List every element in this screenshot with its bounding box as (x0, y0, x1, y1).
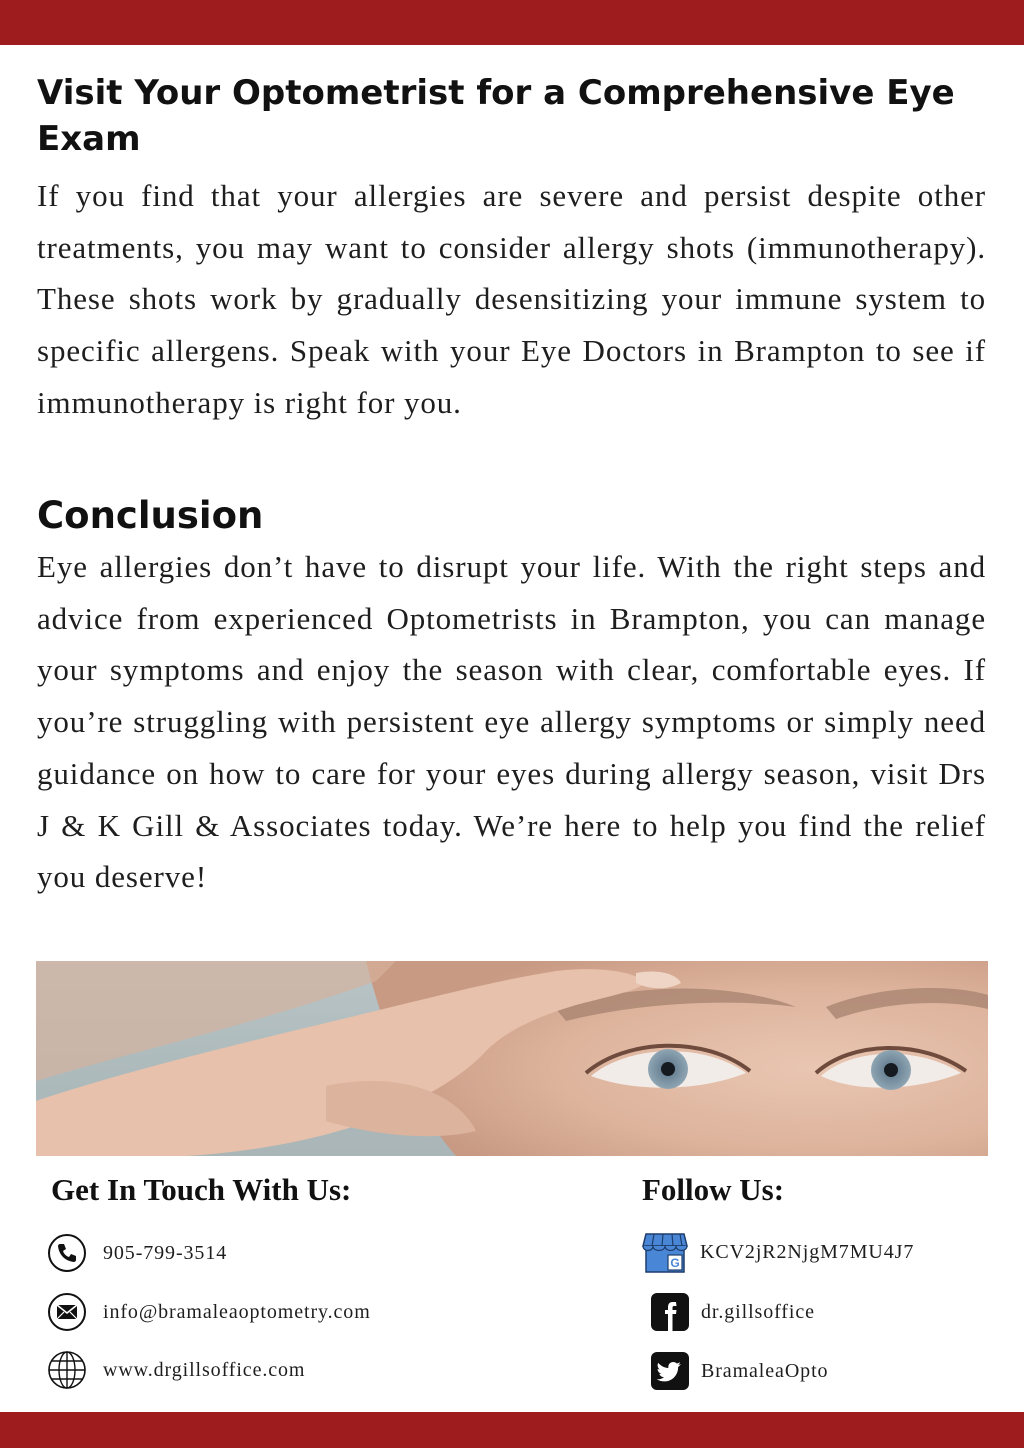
get-in-touch-heading: Get In Touch With Us: (51, 1172, 352, 1207)
section-heading-eye-exam: Visit Your Optometrist for a Comprehensive Eye Exam (37, 73, 955, 159)
website-url: www.drgillsoffice.com (103, 1358, 306, 1381)
twitter-icon (650, 1351, 690, 1391)
follow-facebook[interactable] (650, 1292, 815, 1332)
globe-icon (47, 1350, 87, 1390)
contact-phone[interactable] (47, 1233, 227, 1273)
follow-google-business[interactable] (642, 1230, 914, 1274)
section-body-eye-exam: If you find that your allergies are severe and persist despite other treatments, you may want to consider allergy shots (immunotherapy). These shots work by gradually desensitizing your immune system to specific allergens. Speak with your Eye Doctors in Brampton to see if immunotherapy is right for you. (37, 178, 986, 420)
phone-icon (47, 1233, 87, 1273)
facebook-handle: dr.gillsoffice (701, 1300, 815, 1323)
svg-text:G: G (670, 1256, 680, 1270)
google-business-id: KCV2jR2NjgM7MU4J7 (700, 1240, 915, 1263)
follow-twitter[interactable] (650, 1351, 828, 1391)
top-accent-bar (0, 0, 1024, 45)
contact-email[interactable] (47, 1292, 371, 1332)
facebook-icon (650, 1292, 690, 1332)
section-heading-conclusion: Conclusion (37, 494, 264, 537)
twitter-handle: BramaleaOpto (701, 1359, 829, 1382)
follow-us-heading: Follow Us: (642, 1172, 785, 1207)
google-my-business-icon (642, 1230, 688, 1274)
bottom-accent-bar (0, 1412, 1024, 1448)
contact-website[interactable] (47, 1350, 305, 1390)
email-address: info@bramaleaoptometry.com (103, 1300, 371, 1323)
envelope-icon (47, 1292, 87, 1332)
section-body-conclusion: Eye allergies don’t have to disrupt your life. With the right steps and advice from experienced Optometrists in Brampton, you can manage your symptoms and enjoy the season with clear, comfortable eyes. If you’re struggling with persistent eye allergy symptoms or simply need guidance on how to care for your eyes during allergy season, visit Drs J & K Gill & Associates today. We’re here to help you find the relief you deserve! (37, 549, 986, 895)
phone-number: 905-799-3514 (103, 1241, 228, 1264)
eye-closeup-photo (36, 961, 988, 1156)
